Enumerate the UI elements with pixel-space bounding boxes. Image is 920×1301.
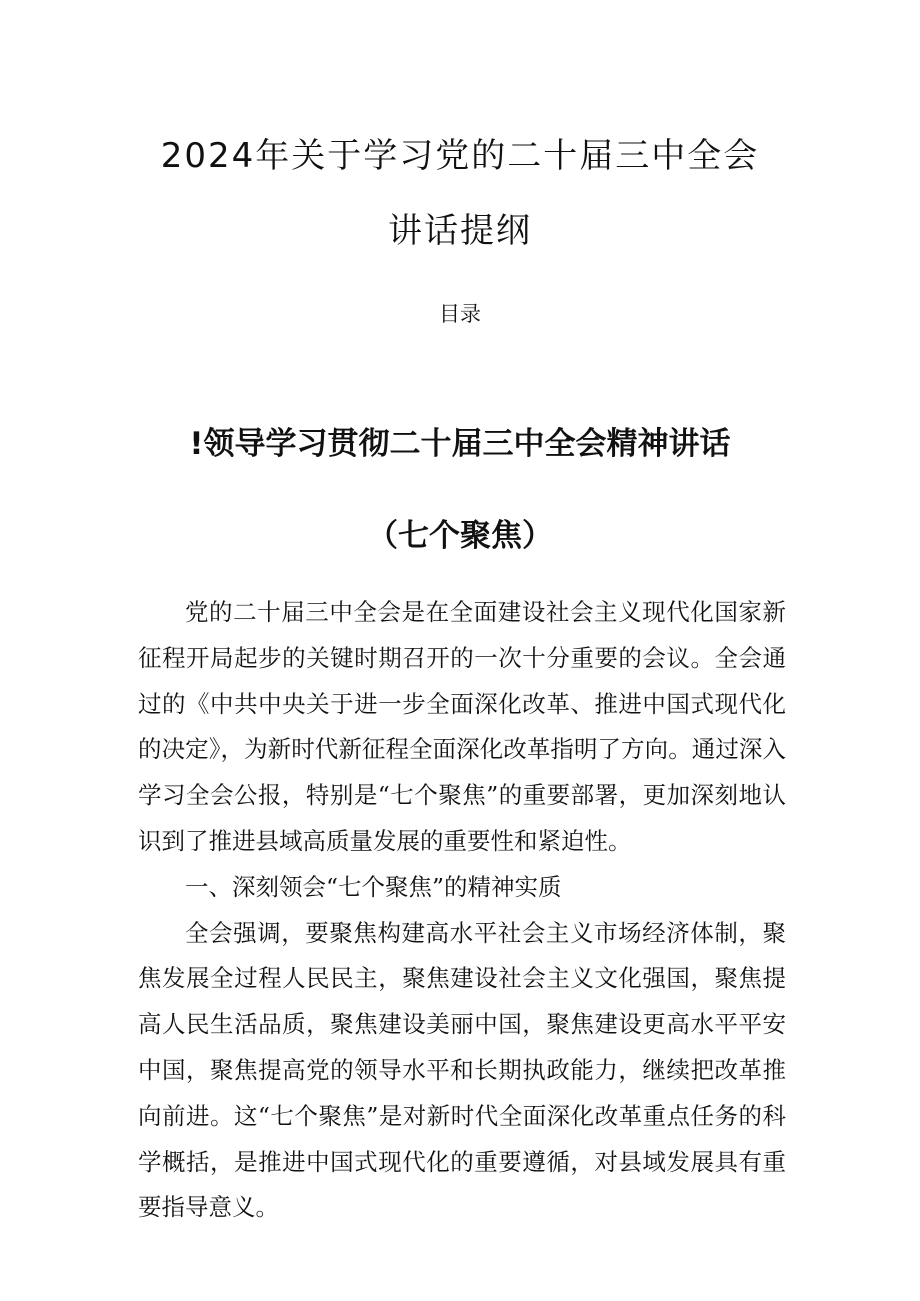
body-paragraph: 全会强调，要聚焦构建高水平社会主义市场经济体制，聚焦发展全过程人民民主，聚焦建设社会主义文化强国，聚焦提高人民生活品质，聚焦建设美丽中国，聚焦建设更高水平平安中国，聚焦提高党的领导水平和长期执政能力，继续把改革推向前进。这“七个聚焦”是对新时代全面深化改革重点任务的科学概括，是推进中国式现代化的重要遵循，对县域发展具有重要指导意义。 <box>138 918 786 1222</box>
section-heading-line-2: （七个聚焦） <box>367 518 553 554</box>
body-text <box>138 590 786 1231</box>
document-title-line-1: 2024年关于学习党的二十届三中全会 <box>160 136 760 176</box>
intro-paragraph: 党的二十届三中全会是在全面建设社会主义现代化国家新征程开局起步的关键时期召开的一次十分重要的会议。全会通过的《中共中央关于进一步全面深化改革、推进中国式现代化的决定》，为新时代新征程全面深化改革指明了方向。通过深入学习全会公报，特别是“七个聚焦”的重要部署，更加深刻地认识到了推进县域高质量发展的重要性和紧迫性。 <box>138 598 786 855</box>
toc-label: 目录 <box>439 302 481 326</box>
subheading-paragraph: 一、深刻领会“七个聚焦”的精神实质 <box>185 872 562 901</box>
document-title-line-2: 讲话提纲 <box>388 211 532 251</box>
section-heading-line-1: !领导学习贯彻二十届三中全会精神讲话 <box>189 426 731 462</box>
